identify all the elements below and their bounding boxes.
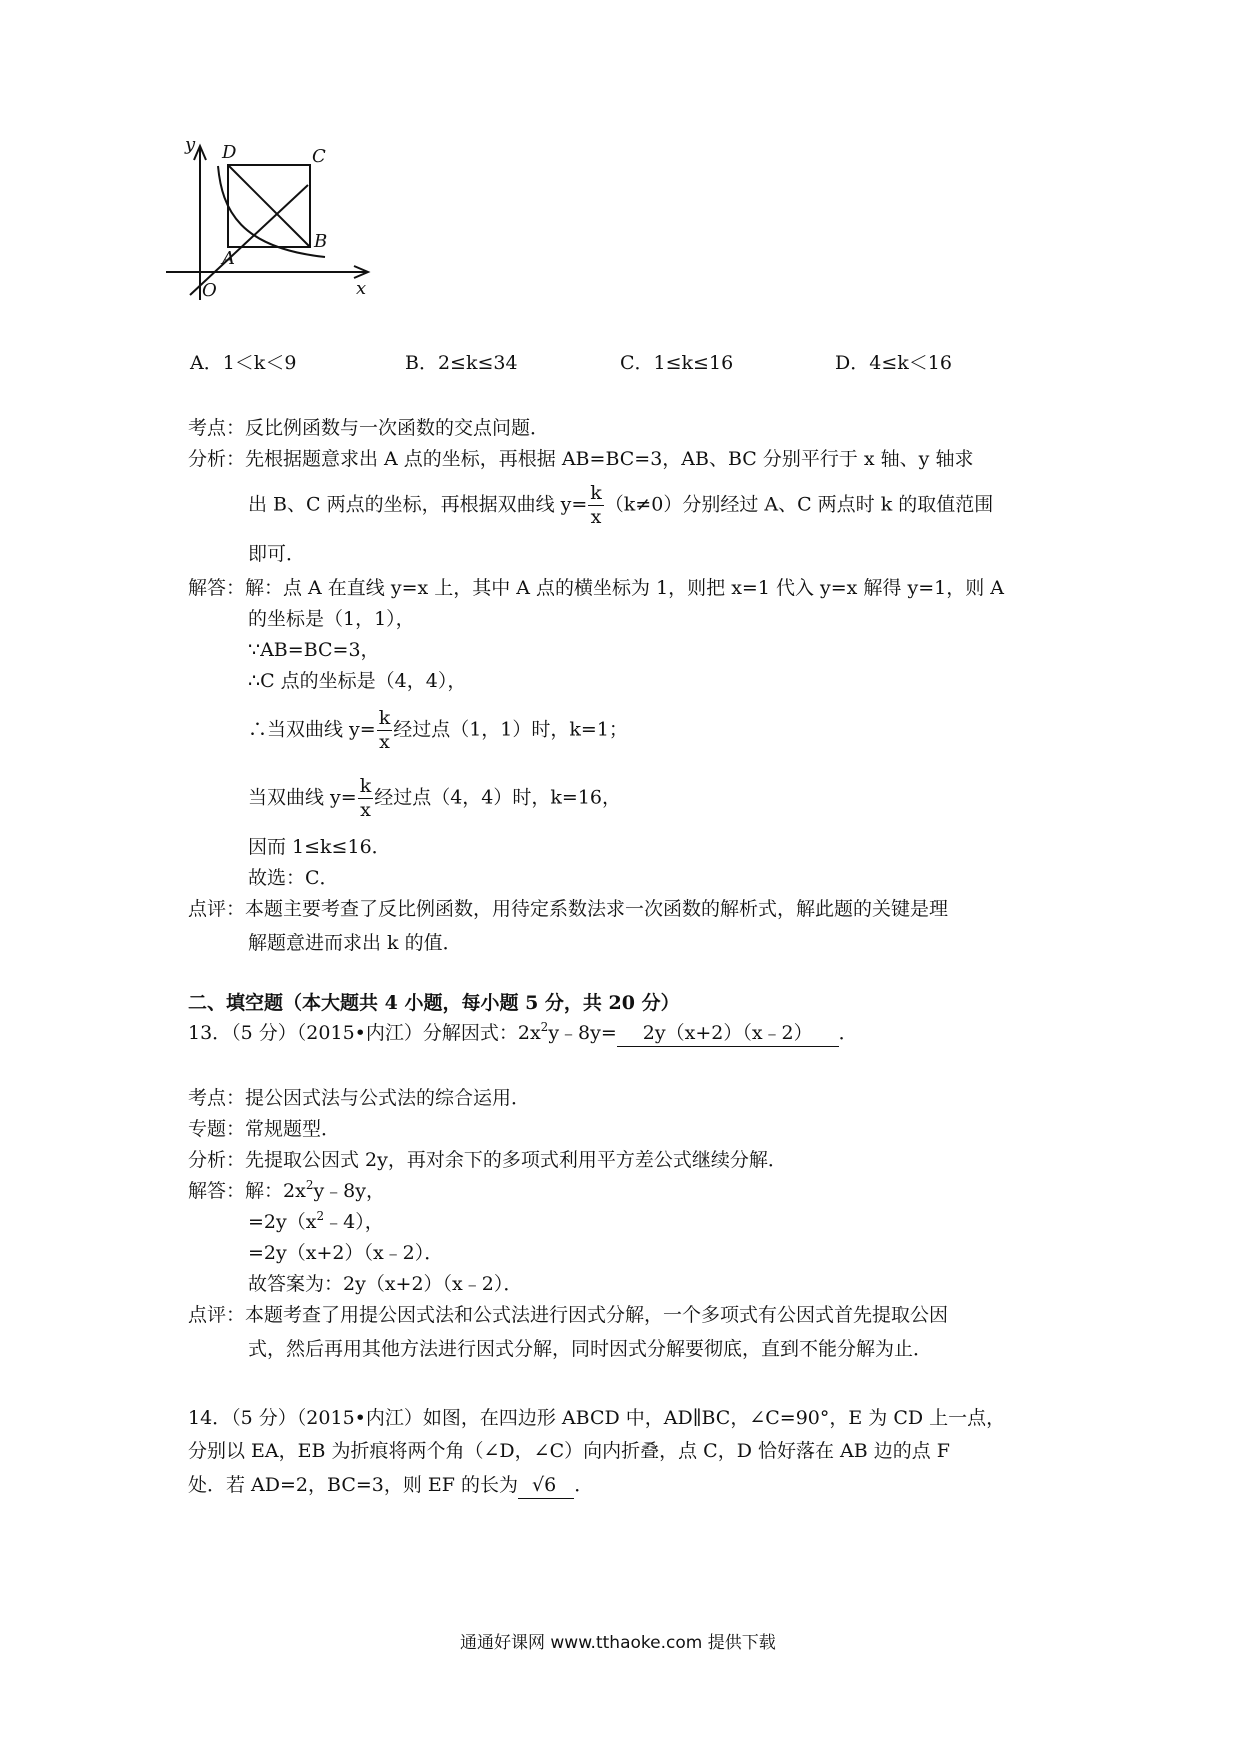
q12-jieda-line5-a: ∴当双曲线 y= [248,718,376,741]
q13-dianping-line1: 点评：本题考查了用提公因式法和公式法进行因式分解，一个多项式有公因式首先提取公因 [188,1304,949,1326]
q12-jieda-line6-b: 经过点（4，4）时，k=16， [374,786,622,809]
q13-jieda-line2-a: =2y（x [248,1211,317,1233]
q13-stem-a: 13．（5 分）（2015•内江）分解因式：2x [188,1022,541,1044]
q13-jieda-line2 [248,1209,384,1235]
label-x: x [356,278,367,299]
section-heading: 二、填空题（本大题共 4 小题，每小题 5 分，共 20 分） [188,992,680,1014]
q13-dianping-line2: 式，然后再用其他方法进行因式分解，同时因式分解要彻底，直到不能分解为止． [248,1338,933,1360]
q13-jieda-line2-b: ﹣4）， [324,1211,384,1233]
fraction-k-over-x [358,777,374,820]
q14-line3 [188,1472,593,1499]
q13-jieda-line2-sup: 2 [316,1209,325,1223]
q14-line2: 分别以 EA，EB 为折痕将两个角（∠D，∠C）向内折叠，点 C，D 恰好落在 AB 边的点 F [188,1440,950,1462]
q14-line3-b: ． [574,1474,594,1496]
q12-fenxi-line3: 即可． [248,543,306,565]
q13-jieda-line1 [188,1178,385,1204]
label-d: D [222,142,237,163]
q13-stem-sup: 2 [540,1020,549,1034]
q12-fenxi-line2-b: （k≠0）分别经过 A、C 两点时 k 的取值范围 [604,493,994,516]
q13-stem [188,1020,858,1047]
q13-stem-end: ． [838,1022,858,1044]
q12-jieda-line5-b: 经过点（1，1）时，k=1； [393,718,628,741]
q13-zhuanti: 专题：常规题型． [188,1118,341,1140]
page-footer: 通通好课网 www.tthaoke.com 提供下载 [460,1633,776,1653]
q14-line3-a: 处．若 AD=2，BC=3，则 EF 的长为 [188,1474,518,1496]
fraction-k-over-x [588,484,604,527]
q12-fenxi-line2-a: 出 B、C 两点的坐标，再根据双曲线 y= [248,493,588,516]
option-c: C．1≤k≤16 [620,352,734,374]
q14-answer: √6 [518,1472,574,1499]
frac-denominator: x [360,799,371,821]
q13-jieda-line3: =2y（x+2）（x﹣2）． [248,1242,444,1264]
line-y-equals-x [190,185,308,295]
frac-numerator: k [359,775,372,797]
q12-kaodian: 考点：反比例函数与一次函数的交点问题． [188,417,550,439]
q13-jieda-line1-a: 解答：解：2x [188,1180,306,1202]
q13-jieda-line1-sup: 2 [305,1178,314,1192]
q12-jieda-line3: ∵AB=BC=3， [248,639,380,661]
q12-jieda-line5 [248,709,628,752]
q13-stem-b: y﹣8y= [548,1022,617,1044]
q12-jieda-line1: 解答：解：点 A 在直线 y=x 上，其中 A 点的横坐标为 1，则把 x=1 代入 y=x 解得 y=1，则 A [188,577,1004,599]
fraction-k-over-x [377,709,393,752]
q12-jieda-line6 [248,777,621,820]
label-c: C [312,146,326,167]
q12-jieda-line6-a: 当双曲线 y= [248,786,357,809]
q12-dianping-line1: 点评：本题主要考查了反比例函数，用待定系数法求一次函数的解析式，解此题的关键是理 [188,898,949,920]
q12-dianping-line2: 解题意进而求出 k 的值． [248,932,462,954]
q13-jieda-line4: 故答案为：2y（x+2）（x﹣2）． [248,1273,523,1295]
q13-answer: 2y（x+2）（x﹣2） [617,1020,839,1047]
option-a: A．1＜k＜9 [190,352,297,374]
frac-numerator: k [590,482,602,504]
q12-jieda-line4: ∴C 点的坐标是（4，4）， [248,670,467,692]
option-d: D．4≤k＜16 [835,352,952,374]
label-y: y [185,134,196,155]
frac-numerator: k [378,707,391,729]
q13-jieda-line1-b: y﹣8y， [313,1180,386,1202]
label-o: O [202,280,217,301]
q14-line1: 14．（5 分）（2015•内江）如图，在四边形 ABCD 中，AD∥BC，∠C=90°，E 为 CD 上一点， [188,1407,1006,1429]
q12-jieda-line8: 故选：C． [248,867,339,889]
q13-fenxi: 分析：先提取公因式 2y，再对余下的多项式利用平方差公式继续分解． [188,1149,787,1171]
option-b: B．2≤k≤34 [405,352,518,374]
q12-jieda-line7: 因而 1≤k≤16． [248,836,391,858]
label-b: B [314,231,328,252]
q12-fenxi-line1: 分析：先根据题意求出 A 点的坐标，再根据 AB=BC=3，AB、BC 分别平行于 x 轴、y 轴求 [188,448,974,470]
hyperbola-curve [218,166,328,257]
label-a: A [222,248,235,269]
q12-fenxi-line2 [248,484,993,527]
q12-jieda-line2: 的坐标是（1，1）， [248,608,415,630]
diagonal-db [228,165,310,247]
frac-denominator: x [379,731,390,753]
frac-denominator: x [590,506,602,528]
coordinate-figure [160,130,420,350]
q13-kaodian: 考点：提公因式法与公式法的综合运用． [188,1087,531,1109]
